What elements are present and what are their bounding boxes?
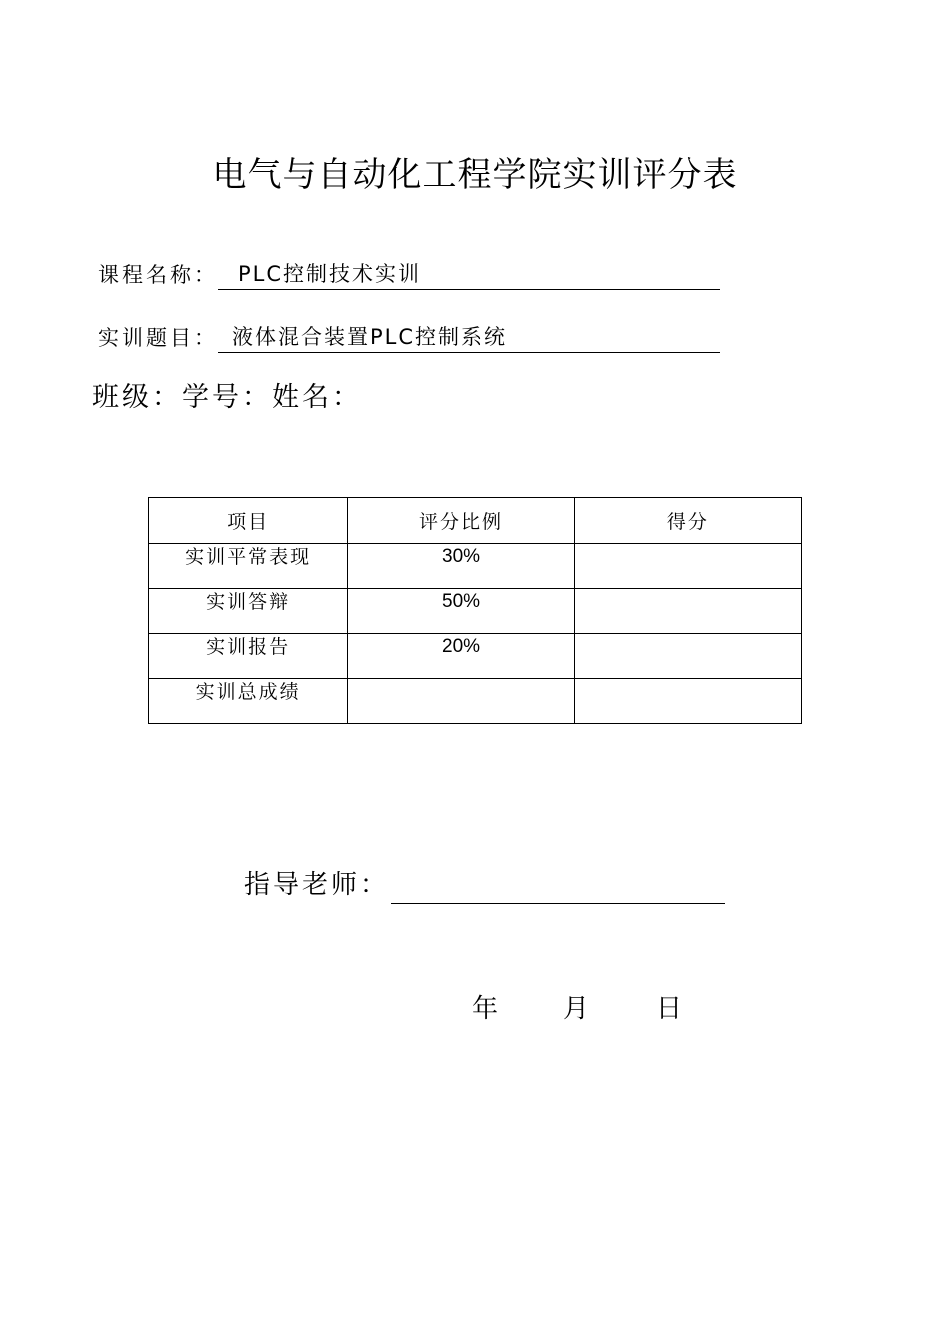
row-ratio <box>348 679 574 724</box>
page-title: 电气与自动化工程学院实训评分表 <box>212 155 738 195</box>
table-row <box>149 634 802 679</box>
training-topic-row <box>98 317 720 353</box>
student-name-label: 姓名： <box>272 382 362 413</box>
date-year: 年 <box>472 994 499 1024</box>
row-score <box>574 679 801 724</box>
score-table-header <box>149 498 802 544</box>
training-topic-label: 实训题目： <box>98 326 218 350</box>
table-row <box>149 544 802 589</box>
date-day: 日 <box>656 994 683 1024</box>
row-item: 实训报告 <box>149 634 348 679</box>
row-item: 实训总成绩 <box>149 679 348 724</box>
row-item: 实训答辩 <box>149 589 348 634</box>
date-month: 月 <box>563 994 590 1024</box>
row-score <box>574 544 801 589</box>
header-item: 项目 <box>149 498 348 544</box>
row-ratio: 30% <box>348 544 574 589</box>
teacher-signature-line <box>391 873 725 904</box>
table-row <box>149 589 802 634</box>
row-item: 实训平常表现 <box>149 544 348 589</box>
row-ratio: 20% <box>348 634 574 679</box>
teacher-signature-row <box>244 866 725 904</box>
row-score <box>574 589 801 634</box>
header-ratio: 评分比例 <box>348 498 574 544</box>
course-name-label: 课程名称： <box>98 263 218 287</box>
training-topic-value: 液体混合装置PLC控制系统 <box>218 322 720 353</box>
class-label: 班级： <box>92 382 182 413</box>
course-name-value: PLC控制技术实训 <box>218 259 720 290</box>
course-name-row <box>98 254 720 290</box>
student-info-line <box>92 378 362 418</box>
row-score <box>574 634 801 679</box>
teacher-label: 指导老师： <box>244 870 390 900</box>
table-row <box>149 679 802 724</box>
row-ratio: 50% <box>348 589 574 634</box>
header-score: 得分 <box>574 498 801 544</box>
score-table <box>148 497 802 724</box>
student-id-label: 学号： <box>182 382 272 413</box>
